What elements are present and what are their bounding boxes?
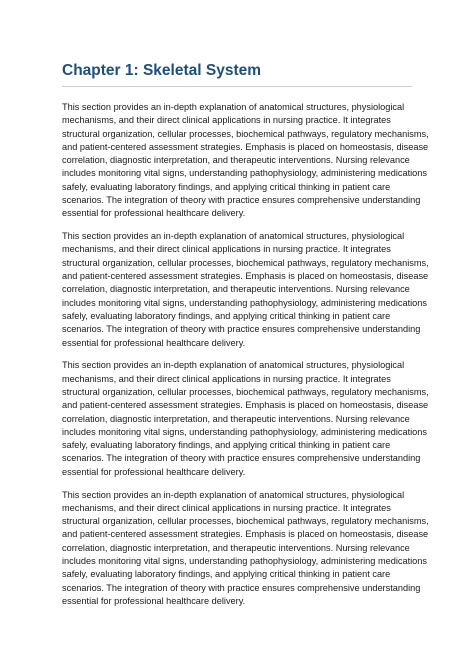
text-line: essential for professional healthcare delivery. [62,208,246,219]
text-line: This section provides an in-depth explanation of anatomical structures, physiological [62,360,405,371]
text-line: and patient-centered assessment strategies. Emphasis is placed on homeostasis, disease [62,400,429,411]
text-line: includes monitoring vital signs, understanding pathophysiology, administering medications [62,426,427,437]
text-line: correlation, diagnostic interpretation, and therapeutic interventions. Nursing relevance [62,155,410,166]
body-paragraph-2 [62,230,429,350]
title-divider [62,86,412,87]
text-line: mechanisms, and their direct clinical applications in nursing practice. It integrates [62,502,391,513]
text-line: mechanisms, and their direct clinical applications in nursing practice. It integrates [62,115,391,126]
text-line: essential for professional healthcare delivery. [62,337,246,348]
chapter-body [62,101,429,618]
text-line: includes monitoring vital signs, understanding pathophysiology, administering medications [62,297,427,308]
text-line: mechanisms, and their direct clinical applications in nursing practice. It integrates [62,373,391,384]
text-line: structural organization, cellular processes, biochemical pathways, regulatory mechanisms, [62,386,429,397]
text-line: safely, evaluating laboratory findings, and applying critical thinking in patient care [62,440,391,451]
text-line: correlation, diagnostic interpretation, and therapeutic interventions. Nursing relevance [62,542,410,553]
text-line: scenarios. The integration of theory with practice ensures comprehensive understanding [62,453,421,464]
text-line: scenarios. The integration of theory with practice ensures comprehensive understanding [62,582,421,593]
body-paragraph-1 [62,101,429,221]
text-line: safely, evaluating laboratory findings, and applying critical thinking in patient care [62,181,391,192]
text-line: safely, evaluating laboratory findings, and applying critical thinking in patient care [62,569,391,580]
text-line: structural organization, cellular processes, biochemical pathways, regulatory mechanisms, [62,257,429,268]
text-line: This section provides an in-depth explanation of anatomical structures, physiological [62,102,405,112]
text-line: essential for professional healthcare delivery. [62,466,246,477]
text-line: and patient-centered assessment strategies. Emphasis is placed on homeostasis, disease [62,271,429,282]
body-paragraph-4 [62,489,429,609]
text-line: correlation, diagnostic interpretation, and therapeutic interventions. Nursing relevance [62,413,410,424]
text-line: scenarios. The integration of theory with practice ensures comprehensive understanding [62,324,421,335]
text-line: This section provides an in-depth explanation of anatomical structures, physiological [62,489,405,500]
body-paragraph-3 [62,359,429,479]
text-line: safely, evaluating laboratory findings, and applying critical thinking in patient care [62,310,391,321]
text-line: includes monitoring vital signs, understanding pathophysiology, administering medications [62,556,427,566]
text-line: scenarios. The integration of theory with practice ensures comprehensive understanding [62,195,421,206]
text-line: mechanisms, and their direct clinical applications in nursing practice. It integrates [62,244,391,255]
text-line: structural organization, cellular processes, biochemical pathways, regulatory mechanisms, [62,128,429,139]
text-line: structural organization, cellular processes, biochemical pathways, regulatory mechanisms, [62,516,429,527]
text-line: correlation, diagnostic interpretation, and therapeutic interventions. Nursing relevance [62,284,410,295]
text-line: and patient-centered assessment strategies. Emphasis is placed on homeostasis, disease [62,141,429,152]
text-line: essential for professional healthcare delivery. [62,595,246,606]
chapter-title: Chapter 1: Skeletal System [62,62,262,79]
text-line: and patient-centered assessment strategies. Emphasis is placed on homeostasis, disease [62,529,429,540]
text-line: includes monitoring vital signs, understanding pathophysiology, administering medications [62,168,427,179]
text-line: This section provides an in-depth explanation of anatomical structures, physiological [62,231,405,242]
